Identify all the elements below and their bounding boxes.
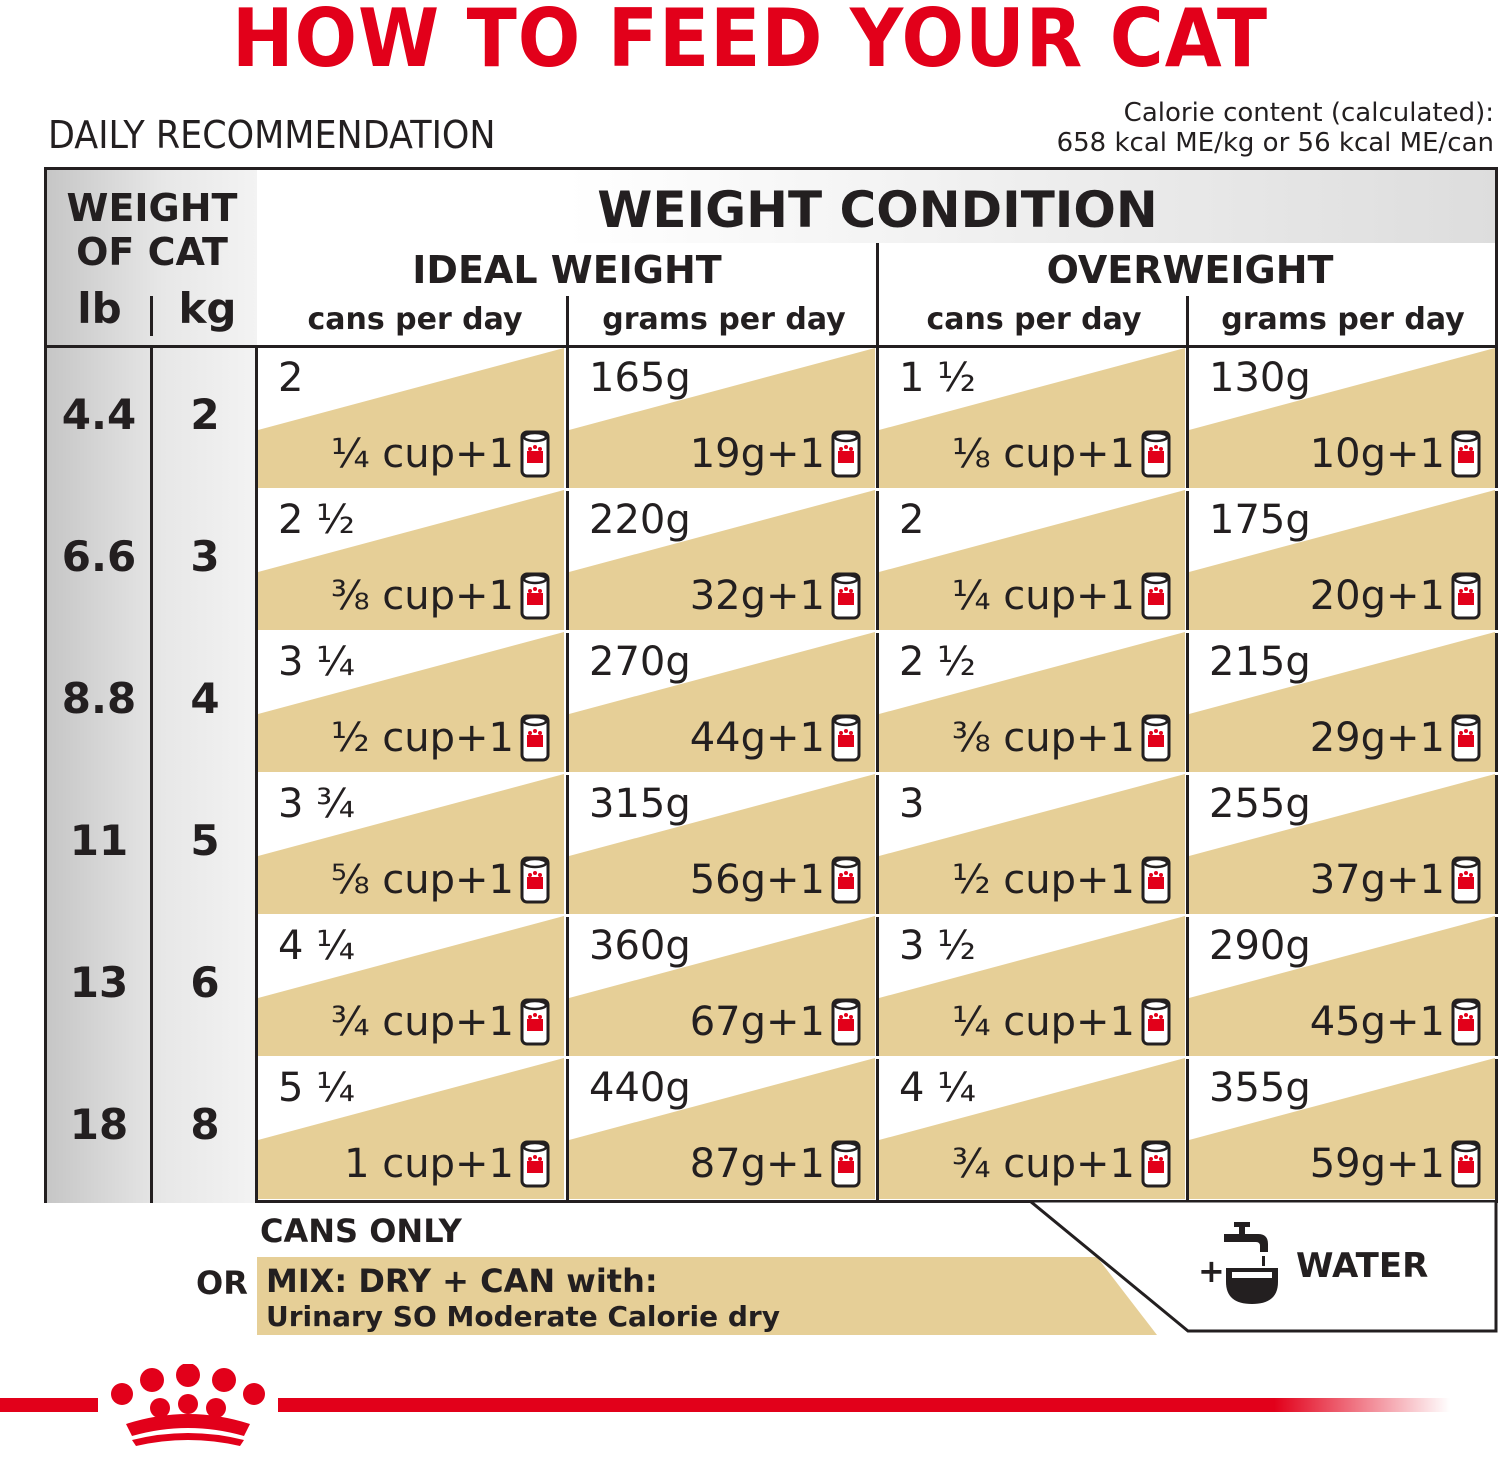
ideal-grams-value: 165g: [589, 355, 691, 401]
can-icon: [520, 1139, 550, 1189]
over-cans-per-day-header: cans per day: [926, 302, 1142, 337]
ideal-grams-cell: [569, 632, 875, 773]
over-grams-mix-value: [1310, 429, 1481, 479]
weight-lb-value: 4.4: [61, 390, 137, 439]
can-icon: [1141, 1139, 1171, 1189]
ideal-grams-cell: [569, 348, 875, 489]
ideal-grams-cell: [569, 916, 875, 1057]
page-title: HOW TO FEED YOUR CAT: [231, 0, 1269, 85]
over-grams-value: 130g: [1209, 355, 1311, 401]
over-cans-cell: [879, 490, 1185, 631]
daily-recommendation-label: DAILY RECOMMENDATION: [48, 113, 496, 157]
ideal-cans-cell: [258, 774, 564, 915]
unit-kg: kg: [178, 284, 237, 333]
ideal-grams-mix-value: [690, 713, 861, 763]
ideal-cans-cell: [258, 1058, 564, 1199]
ideal-grams-value: 440g: [589, 1065, 691, 1111]
over-grams-value: 290g: [1209, 923, 1311, 969]
over-grams-cell: [1189, 1058, 1495, 1199]
mix-amount-text: 10g+1: [1309, 431, 1445, 477]
can-icon: [1451, 855, 1481, 905]
unit-divider: [150, 296, 153, 336]
brand-line-right: [278, 1398, 1450, 1412]
feeding-table: [44, 167, 1498, 1203]
lb-kg-divider: [150, 345, 153, 1203]
mix-amount-text: 37g+1: [1309, 857, 1445, 903]
over-grams-mix-value: [1310, 997, 1481, 1047]
can-icon: [520, 997, 550, 1047]
calorie-line-1: Calorie content (calculated):: [1123, 98, 1494, 128]
ideal-grams-value: 220g: [589, 497, 691, 543]
over-grams-mix-value: [1310, 571, 1481, 621]
mix-amount-text: 32g+1: [689, 573, 825, 619]
mix-amount-text: 20g+1: [1309, 573, 1445, 619]
over-grams-cell: [1189, 490, 1495, 631]
weight-of-cat-line-1: WEIGHT: [66, 186, 238, 230]
ideal-cans-cell: [258, 348, 564, 489]
ideal-cans-value: 4 ¼: [278, 923, 355, 969]
mix-amount-text: ½ cup+1: [330, 715, 514, 761]
over-cans-mix-value: [952, 997, 1171, 1047]
ideal-cans-mix-value: [331, 855, 550, 905]
can-icon: [520, 713, 550, 763]
ideal-cans-value: 5 ¼: [278, 1065, 355, 1111]
can-icon: [831, 855, 861, 905]
ideal-grams-mix-value: [690, 571, 861, 621]
weight-lb-value: 6.6: [61, 532, 137, 581]
over-grams-mix-value: [1310, 1139, 1481, 1189]
overweight-heading: OVERWEIGHT: [1046, 248, 1334, 292]
ideal-grams-mix-value: [690, 429, 861, 479]
ideal-cans-value: 3 ¼: [278, 639, 355, 685]
weight-kg-value: 4: [190, 674, 220, 723]
can-icon: [1451, 997, 1481, 1047]
over-cans-value: 2: [899, 497, 925, 543]
can-icon: [1451, 571, 1481, 621]
brand-line-left: [0, 1398, 98, 1412]
cans-only-label: CANS ONLY: [260, 1212, 462, 1250]
weight-lb-value: 18: [69, 1100, 129, 1149]
over-cans-cell: [879, 348, 1185, 489]
mix-amount-text: 56g+1: [689, 857, 825, 903]
over-grams-cell: [1189, 774, 1495, 915]
over-grams-per-day-header: grams per day: [1221, 302, 1465, 337]
ideal-cans-cell: [258, 632, 564, 773]
ideal-cans-mix-value: [331, 713, 550, 763]
unit-lb: lb: [77, 284, 122, 333]
can-icon: [520, 855, 550, 905]
can-icon: [1451, 429, 1481, 479]
over-grams-value: 255g: [1209, 781, 1311, 827]
over-cans-mix-value: [952, 1139, 1171, 1189]
calorie-line-2: 658 kcal ME/kg or 56 kcal ME/can: [1056, 128, 1494, 158]
weight-of-cat-header: [47, 186, 257, 274]
weight-kg-value: 5: [190, 816, 220, 865]
mix-amount-text: 1 cup+1: [344, 1141, 514, 1187]
weight-kg-value: 6: [190, 958, 220, 1007]
over-cans-cell: [879, 916, 1185, 1057]
over-cans-cell: [879, 632, 1185, 773]
over-cans-mix-value: [952, 855, 1171, 905]
ideal-grams-value: 315g: [589, 781, 691, 827]
weight-lb-value: 8.8: [61, 674, 137, 723]
over-cans-mix-value: [952, 571, 1171, 621]
royal-canin-crown-logo: [108, 1364, 268, 1448]
weight-kg-value: 3: [190, 532, 220, 581]
weight-lb-value: 11: [69, 816, 129, 865]
ideal-cans-value: 3 ¾: [278, 781, 355, 827]
mix-amount-text: ⅛ cup+1: [951, 431, 1135, 477]
over-cans-value: 3: [899, 781, 925, 827]
can-icon: [1451, 713, 1481, 763]
can-icon: [831, 1139, 861, 1189]
ideal-cans-cell: [258, 490, 564, 631]
ideal-cans-mix-value: [331, 429, 550, 479]
mix-line-1: MIX: DRY + CAN with:: [266, 1262, 658, 1300]
can-icon: [1141, 429, 1171, 479]
can-icon: [831, 997, 861, 1047]
over-cans-cell: [879, 1058, 1185, 1199]
ideal-cans-mix-value: [331, 571, 550, 621]
calorie-content: [1057, 98, 1494, 158]
plus-sign: +: [1198, 1252, 1225, 1290]
ideal-grams-mix-value: [690, 855, 861, 905]
can-icon: [1141, 713, 1171, 763]
water-label: WATER: [1296, 1246, 1429, 1286]
can-icon: [1141, 997, 1171, 1047]
over-grams-value: 175g: [1209, 497, 1311, 543]
can-icon: [1141, 855, 1171, 905]
over-cans-value: 1 ½: [899, 355, 976, 401]
mix-amount-text: ¾ cup+1: [951, 1141, 1135, 1187]
water-tap-bowl-icon: [1220, 1222, 1280, 1306]
over-grams-value: 215g: [1209, 639, 1311, 685]
mix-amount-text: ⅜ cup+1: [951, 715, 1135, 761]
ideal-grams-cell: [569, 1058, 875, 1199]
mix-amount-text: ⅜ cup+1: [330, 573, 514, 619]
ideal-grams-mix-value: [690, 1139, 861, 1189]
over-grams-cell: [1189, 632, 1495, 773]
weight-kg-value: 2: [190, 390, 220, 439]
mix-amount-text: 19g+1: [689, 431, 825, 477]
can-icon: [831, 571, 861, 621]
can-icon: [831, 429, 861, 479]
can-icon: [1141, 571, 1171, 621]
can-icon: [520, 429, 550, 479]
weight-condition-heading: WEIGHT CONDITION: [597, 181, 1158, 239]
can-icon: [831, 713, 861, 763]
mix-line-2: Urinary SO Moderate Calorie dry: [266, 1300, 780, 1333]
over-grams-mix-value: [1310, 855, 1481, 905]
mix-amount-text: ¾ cup+1: [330, 999, 514, 1045]
over-grams-value: 355g: [1209, 1065, 1311, 1111]
ideal-grams-cell: [569, 490, 875, 631]
ideal-grams-value: 360g: [589, 923, 691, 969]
ideal-grams-value: 270g: [589, 639, 691, 685]
mix-amount-text: 29g+1: [1309, 715, 1445, 761]
weight-kg-value: 8: [190, 1100, 220, 1149]
over-cans-cell: [879, 774, 1185, 915]
mix-amount-text: ¼ cup+1: [330, 431, 514, 477]
mix-amount-text: ½ cup+1: [951, 857, 1135, 903]
mix-amount-text: 59g+1: [1309, 1141, 1445, 1187]
ideal-grams-cell: [569, 774, 875, 915]
ideal-grams-per-day-header: grams per day: [602, 302, 846, 337]
over-grams-mix-value: [1310, 713, 1481, 763]
can-icon: [520, 571, 550, 621]
mix-amount-text: 87g+1: [689, 1141, 825, 1187]
ideal-cans-value: 2: [278, 355, 304, 401]
ideal-grams-mix-value: [690, 997, 861, 1047]
mix-amount-text: 44g+1: [689, 715, 825, 761]
mix-amount-text: ¼ cup+1: [951, 999, 1135, 1045]
ideal-cans-value: 2 ½: [278, 497, 355, 543]
over-cans-value: 4 ¼: [899, 1065, 976, 1111]
mix-amount-text: ⅝ cup+1: [330, 857, 514, 903]
weight-of-cat-line-2: OF CAT: [76, 230, 228, 274]
mix-amount-text: ¼ cup+1: [951, 573, 1135, 619]
ideal-cans-mix-value: [344, 1139, 550, 1189]
ideal-weight-heading: IDEAL WEIGHT: [412, 248, 722, 292]
over-cans-value: 2 ½: [899, 639, 976, 685]
ideal-cans-per-day-header: cans per day: [307, 302, 523, 337]
over-cans-mix-value: [952, 713, 1171, 763]
ideal-cans-mix-value: [331, 997, 550, 1047]
can-icon: [1451, 1139, 1481, 1189]
ideal-cans-cell: [258, 916, 564, 1057]
weight-lb-value: 13: [69, 958, 129, 1007]
over-grams-cell: [1189, 348, 1495, 489]
or-label: OR: [196, 1264, 248, 1302]
mix-amount-text: 67g+1: [689, 999, 825, 1045]
mix-amount-text: 45g+1: [1309, 999, 1445, 1045]
over-cans-mix-value: [952, 429, 1171, 479]
over-grams-cell: [1189, 916, 1495, 1057]
over-cans-value: 3 ½: [899, 923, 976, 969]
